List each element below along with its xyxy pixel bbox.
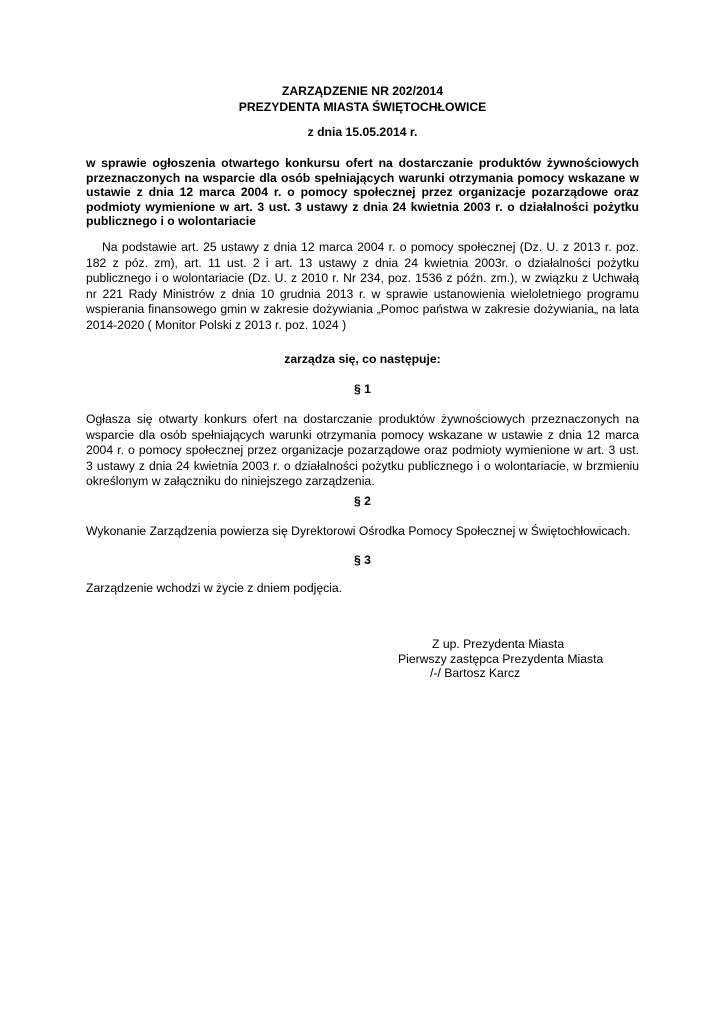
section-3-heading: § 3	[354, 553, 371, 567]
section-2-text: Wykonanie Zarządzenia powierza się Dyrektorowi Ośrodka Pomocy Społecznej w Świętochłowicach.	[86, 524, 631, 538]
legal-basis-paragraph: Na podstawie art. 25 ustawy z dnia 12 marca 2004 r. o pomocy społecznej (Dz. U. z 2013 r. poz. 182 z póz. zm), art. 11 ust. 2 i art. 13 ustawy z dnia 24 kwietnia 2003r. o działalności pożytku publicznego i o wolontariacie (Dz. U. z 2010 r. Nr 234, poz. 1536 z późn. zm.), w związku z Uchwałą nr 221 Rady Ministrów z dnia 10 grudnia 2013 r. w sprawie ustanowienia wieloletniego programu wspierania finansowego gmin w zakresie dożywiania „Pomoc państwa w zakresie dożywiania„ na lata 2014-2020 ( Monitor Polski z 2013 r. poz. 1024 )	[86, 240, 639, 332]
section-3-text: Zarządzenie wchodzi w życie z dniem podjęcia.	[86, 581, 343, 595]
document-subject: w sprawie ogłoszenia otwartego konkursu ofert na dostarczanie produktów żywnościowych przeznaczonych na wsparcie dla osób spełniających warunki otrzymania pomocy wskazane w ustawie z dnia 12 marca 2004 r. o pomocy społecznej przez organizacje pozarządowe oraz podmioty wymienione w art. 3 ust. 3 ustawy z dnia 24 kwietnia 2003 r. o działalności pożytku publicznego i o wolontariacie	[86, 156, 639, 229]
signature-line-2: Pierwszy zastępca Prezydenta Miasta	[398, 652, 604, 666]
order-intro: zarządza się, co następuje:	[284, 352, 441, 366]
section-1-text: Ogłasza się otwarty konkurs ofert na dostarczanie produktów żywnościowych przeznaczonych na wsparcie dla osób spełniających warunki otrzymania pomocy wskazane w ustawie z dnia 12 marca 2004 r. o pomocy społecznej przez organizacje pozarządowe oraz podmioty wymienione w art. 3 ust. 3 ustawy z dnia 24 kwietnia 2003 r. o działalności pożytku publicznego i o wolontariacie, w brzmieniu określonym w załączniku do niniejszego zarządzenia.	[86, 412, 639, 489]
title-line-1: ZARZĄDZENIE NR 202/2014	[281, 84, 444, 98]
section-1-heading: § 1	[354, 382, 371, 396]
document-date: z dnia 15.05.2014 r.	[307, 125, 418, 139]
signature-line-3: /-/ Bartosz Karcz	[430, 666, 521, 680]
title-line-2: PREZYDENTA MIASTA ŚWIĘTOCHŁOWICE	[238, 99, 487, 114]
document-title	[86, 84, 639, 115]
signature-line-1: Z up. Prezydenta Miasta	[432, 637, 565, 651]
section-2-heading: § 2	[354, 494, 371, 508]
